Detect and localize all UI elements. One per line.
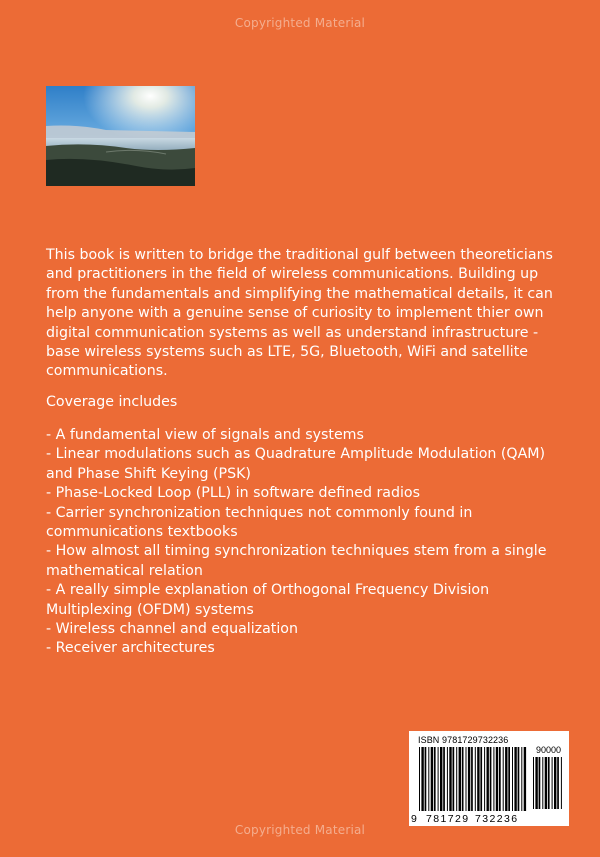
price-code: 90000 bbox=[536, 745, 562, 755]
coverage-item: - Wireless channel and equalization bbox=[46, 621, 298, 638]
coverage-item: - A really simple explanation of Orthogonal Frequency Division Multiplexing (OFDM) systems bbox=[46, 582, 490, 618]
barcode-digit-group1: 781729 bbox=[426, 813, 470, 825]
coverage-item: - Receiver architectures bbox=[46, 640, 215, 657]
barcode-digit-group2: 732236 bbox=[475, 813, 519, 825]
coverage-item: - Phase-Locked Loop (PLL) in software defined radios bbox=[46, 485, 421, 502]
coverage-heading: Coverage includes bbox=[46, 394, 178, 410]
copyright-watermark-bottom: Copyrighted Material bbox=[234, 823, 366, 837]
barcode-bars-icon bbox=[419, 747, 527, 813]
isbn-label: ISBN 9781729732236 bbox=[418, 735, 509, 745]
coverage-item: - Carrier synchronization techniques not commonly found in communications textbooks bbox=[46, 504, 473, 541]
landscape-photo bbox=[46, 86, 195, 186]
coverage-item: - Linear modulations such as Quadrature Amplitude Modulation (QAM) and Phase Shift Keying (PSK) bbox=[46, 446, 546, 482]
addon-bars-icon bbox=[533, 757, 565, 811]
copyright-watermark-top: Copyrighted Material bbox=[234, 16, 366, 30]
barcode-digit-first: 9 bbox=[411, 813, 417, 825]
coverage-item: - A fundamental view of signals and systems bbox=[46, 427, 364, 443]
coverage-list bbox=[46, 426, 566, 659]
book-description: This book is written to bridge the traditional gulf between theoreticians and practitioners in the field of wireless communications. Building up from the fundamentals and simplifying the mathematical details, it can help anyone with a genuine sense of curiosity to implement thier own digital communication systems as well as understand infrastructure - base wireless systems such as LTE, 5G, Bluetooth, WiFi and satellite communications. bbox=[46, 247, 553, 380]
coverage-item: - How almost all timing synchronization techniques stem from a single mathematical relation bbox=[46, 543, 547, 579]
isbn-barcode bbox=[409, 731, 569, 826]
